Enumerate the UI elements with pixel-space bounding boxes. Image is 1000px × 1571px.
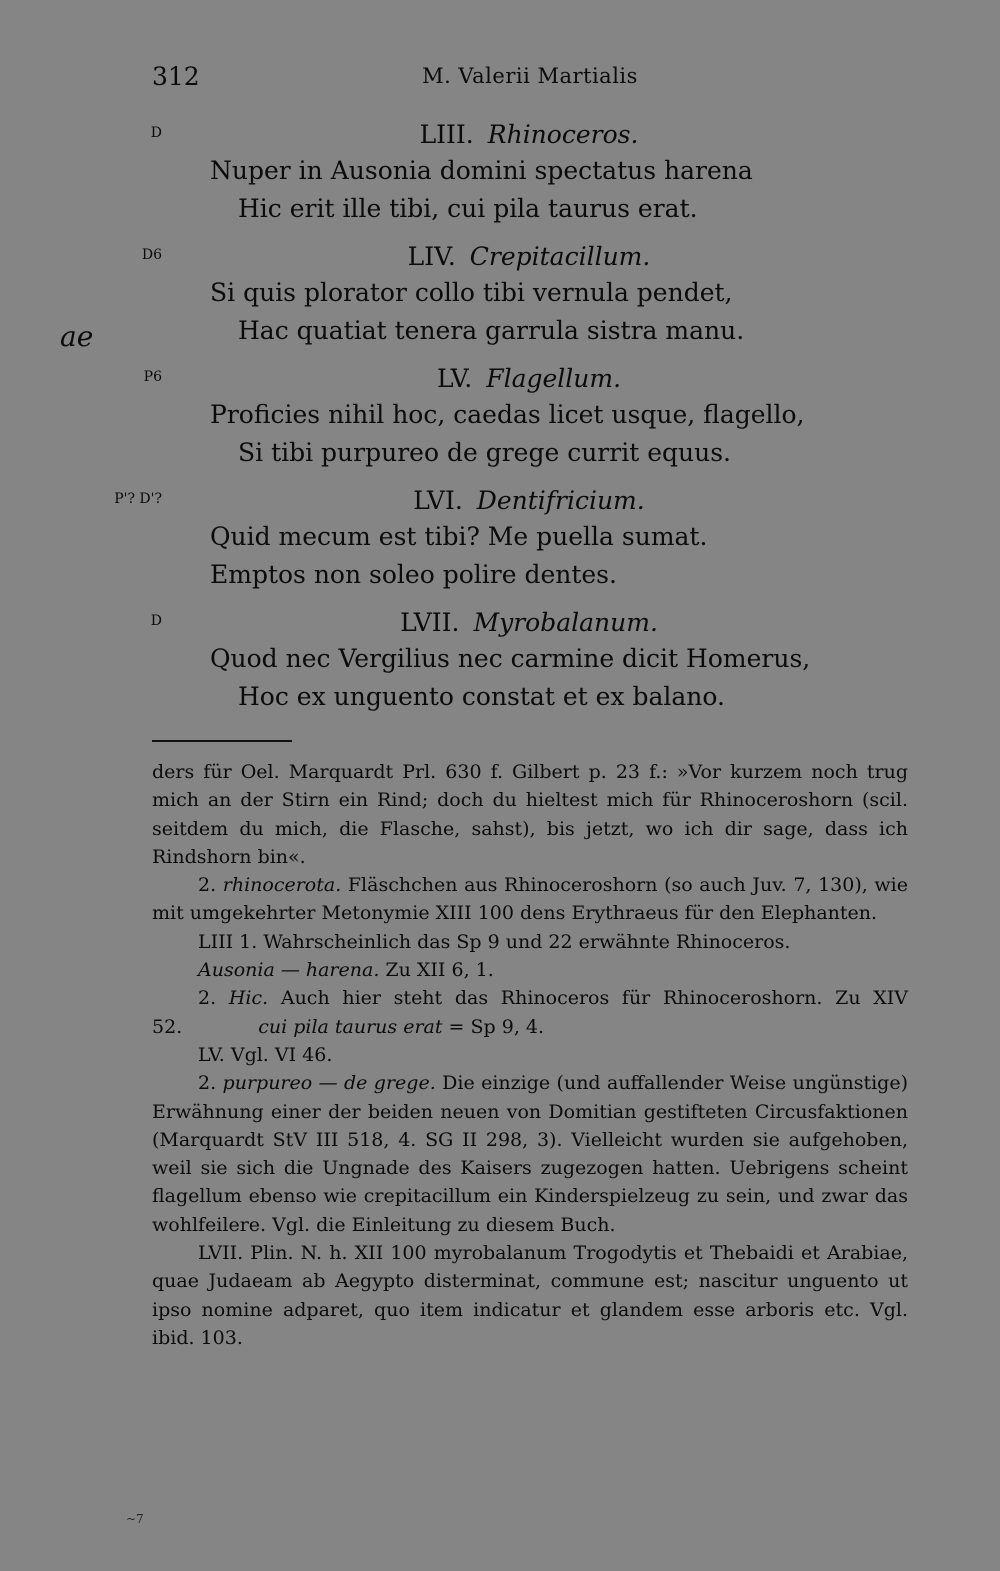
note-ref: 2. xyxy=(198,987,217,1010)
epigram-56 xyxy=(0,484,1000,594)
manuscript-siglum: P6 xyxy=(143,369,162,385)
note-paragraph: LV. Vgl. VI 46. xyxy=(198,1043,333,1066)
epigram-list xyxy=(0,118,1000,728)
verse-line: Si quis plorator collo tibi vernula pendet, xyxy=(210,278,733,307)
verse-line: Quid mecum est tibi? Me puella sumat. xyxy=(210,522,708,551)
epigram-name: Crepitacillum. xyxy=(469,242,651,271)
note-lemma: purpureo — de grege. xyxy=(222,1072,436,1095)
note-lemma: Hic. xyxy=(228,987,269,1010)
epigram-53 xyxy=(0,118,1000,228)
epigram-name: Myrobalanum. xyxy=(473,608,658,637)
epigram-number: LIII. xyxy=(419,120,474,149)
note-lemma: cui pila taurus erat xyxy=(258,1015,443,1038)
epigram-name: Dentifricium. xyxy=(476,486,645,515)
note-ref: 2. xyxy=(198,874,217,897)
footnote-rule xyxy=(152,740,292,742)
epigram-57 xyxy=(0,606,1000,716)
page-header xyxy=(0,62,1000,96)
note-text: = Sp 9, 4. xyxy=(448,1015,545,1038)
note-text: Fläschchen aus Rhinoceroshorn (so auch Juv. 7, 130), wie mit umgekehrter Metonymie XIII 100 dens Erythraeus für den Elephanten. xyxy=(152,874,908,925)
note-text: Auch hier steht das Rhinoceros für Rhinoceroshorn. Zu XIV 52. xyxy=(152,987,908,1038)
verse-line: Proficies nihil hoc, caedas licet usque, flagello, xyxy=(210,400,805,429)
note-continuation: ders für Oel. Marquardt Prl. 630 f. Gilbert p. 23 f.: »Vor kurzem noch trug mich an der Stirn ein Rind; doch du hieltest mich für Rhinoceroshorn (scil. seitdem du mich, die Flasche, sahst), bis jetzt, wo ich dir sage, dass ich Rindshorn bin«. xyxy=(152,761,908,868)
manuscript-siglum: D xyxy=(150,125,162,141)
manuscript-siglum: P'? D'? xyxy=(114,491,162,507)
verse-line: Nuper in Ausonia domini spectatus harena xyxy=(210,156,753,185)
note-ref: 2. xyxy=(198,1072,217,1095)
manuscript-siglum: D6 xyxy=(141,247,162,263)
note-paragraph xyxy=(152,984,908,1041)
page-number: 312 xyxy=(152,62,200,91)
epigram-number: LVII. xyxy=(400,608,460,637)
epigram-55 xyxy=(0,362,1000,472)
running-head: M. Valerii Martialis xyxy=(422,64,638,88)
manuscript-siglum: D xyxy=(150,613,162,629)
epigram-number: LV. xyxy=(436,364,473,393)
note-paragraph: LIII 1. Wahrscheinlich das Sp 9 und 22 erwähnte Rhinoceros. xyxy=(198,930,791,953)
note-paragraph xyxy=(152,1069,908,1239)
epigram-name: Rhinoceros. xyxy=(487,120,639,149)
note-lemma: Ausonia — harena. xyxy=(198,959,380,982)
handwritten-marginal-note: ae xyxy=(60,320,94,353)
footer-mark: ~7 xyxy=(126,1512,144,1526)
note-text: Die einzige (und auffallender Weise ungünstige) Erwähnung einer der beiden neuen von Domitian gestifteten Circusfaktionen (Marquardt StV III 518, 4. SG II 298, 3). Vielleicht wurden sie aufgehoben, weil sie sich die Ungnade des Kaisers zugezogen hatten. Uebrigens scheint flagellum ebenso wie crepitacillum ein Kinderspielzeug zu sein, und zwar das wohlfeilere. Vgl. die Einleitung zu diesem Buch. xyxy=(152,1072,908,1236)
verse-line: Hac quatiat tenera garrula sistra manu. xyxy=(238,316,745,345)
note-text: Zu XII 6, 1. xyxy=(385,959,494,982)
note-paragraph xyxy=(152,956,908,984)
verse-line: Hic erit ille tibi, cui pila taurus erat. xyxy=(238,194,698,223)
note-paragraph: LVII. Plin. N. h. XII 100 myrobalanum Trogodytis et Thebaidi et Arabiae, quae Judaeam ab Aegypto disterminat, commune est; nascitur unguento ut ipso nomine adparet, quo item indicatur et glandem esse arboris etc. Vgl. ibid. 103. xyxy=(152,1242,908,1349)
note-paragraph xyxy=(152,871,908,928)
verse-line: Emptos non soleo polire dentes. xyxy=(210,560,617,589)
epigram-number: LVI. xyxy=(413,486,463,515)
verse-line: Hoc ex unguento constat et ex balano. xyxy=(238,682,725,711)
epigram-number: LIV. xyxy=(407,242,456,271)
epigram-name: Flagellum. xyxy=(486,364,622,393)
verse-line: Quod nec Vergilius nec carmine dicit Homerus, xyxy=(210,644,811,673)
epigram-54 xyxy=(0,240,1000,350)
commentary-notes xyxy=(152,758,908,1352)
note-lemma: rhinocerota. xyxy=(222,874,342,897)
verse-line: Si tibi purpureo de grege currit equus. xyxy=(238,438,731,467)
